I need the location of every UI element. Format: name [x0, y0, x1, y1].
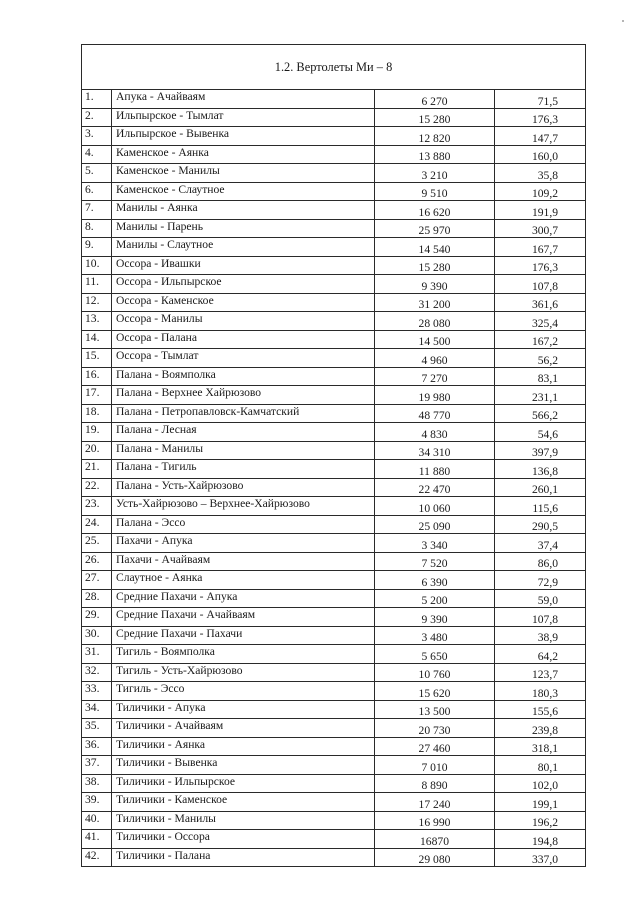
cost-value: 325,4 [495, 312, 586, 331]
route-name: Ильпырское - Тымлат [112, 108, 375, 127]
distance-value: 9 390 [375, 608, 495, 627]
cost-value: 38,9 [495, 626, 586, 645]
table-row [82, 312, 586, 331]
distance-value: 16 990 [375, 811, 495, 830]
route-name: Манилы - Парень [112, 219, 375, 238]
table-row [82, 367, 586, 386]
table-row [82, 127, 586, 146]
distance-value: 15 620 [375, 682, 495, 701]
row-number: 42. [82, 848, 112, 867]
table-row [82, 552, 586, 571]
distance-value: 25 090 [375, 515, 495, 534]
row-number: 33. [82, 682, 112, 701]
cost-value: 59,0 [495, 589, 586, 608]
table-row [82, 145, 586, 164]
row-number: 40. [82, 811, 112, 830]
route-name: Палана - Воямполка [112, 367, 375, 386]
row-number: 7. [82, 201, 112, 220]
distance-value: 16870 [375, 830, 495, 849]
cost-value: 147,7 [495, 127, 586, 146]
row-number: 14. [82, 330, 112, 349]
table-row [82, 108, 586, 127]
route-name: Палана - Петропавловск-Камчатский [112, 404, 375, 423]
distance-value: 9 390 [375, 275, 495, 294]
row-number: 9. [82, 238, 112, 257]
row-number: 5. [82, 164, 112, 183]
route-name: Тиличики - Каменское [112, 793, 375, 812]
cost-value: 191,9 [495, 201, 586, 220]
row-number: 23. [82, 497, 112, 516]
cost-value: 109,2 [495, 182, 586, 201]
row-number: 11. [82, 275, 112, 294]
route-name: Тиличики - Манилы [112, 811, 375, 830]
route-name: Средние Пахачи - Ачайваям [112, 608, 375, 627]
cost-value: 180,3 [495, 682, 586, 701]
table-row [82, 497, 586, 516]
row-number: 8. [82, 219, 112, 238]
distance-value: 15 280 [375, 256, 495, 275]
table-row [82, 201, 586, 220]
cost-value: 566,2 [495, 404, 586, 423]
distance-value: 11 880 [375, 460, 495, 479]
cost-value: 54,6 [495, 423, 586, 442]
table-row [82, 571, 586, 590]
cost-value: 107,8 [495, 608, 586, 627]
table-row [82, 645, 586, 664]
cost-value: 176,3 [495, 108, 586, 127]
table-row [82, 830, 586, 849]
distance-value: 8 890 [375, 774, 495, 793]
row-number: 15. [82, 349, 112, 368]
distance-value: 20 730 [375, 719, 495, 738]
route-name: Оссора - Ильпырское [112, 275, 375, 294]
distance-value: 10 760 [375, 663, 495, 682]
row-number: 6. [82, 182, 112, 201]
distance-value: 28 080 [375, 312, 495, 331]
distance-value: 34 310 [375, 441, 495, 460]
row-number: 41. [82, 830, 112, 849]
row-number: 36. [82, 737, 112, 756]
row-number: 37. [82, 756, 112, 775]
route-name: Каменское - Манилы [112, 164, 375, 183]
route-name: Палана - Усть-Хайрюзово [112, 478, 375, 497]
cost-value: 167,2 [495, 330, 586, 349]
cost-value: 83,1 [495, 367, 586, 386]
route-name: Средние Пахачи - Пахачи [112, 626, 375, 645]
table-row [82, 441, 586, 460]
table-row [82, 164, 586, 183]
distance-value: 6 270 [375, 90, 495, 109]
row-number: 34. [82, 700, 112, 719]
route-name: Палана - Лесная [112, 423, 375, 442]
route-name: Палана - Манилы [112, 441, 375, 460]
table-row [82, 534, 586, 553]
cost-value: 160,0 [495, 145, 586, 164]
cost-value: 35,8 [495, 164, 586, 183]
distance-value: 3 210 [375, 164, 495, 183]
cost-value: 64,2 [495, 645, 586, 664]
row-number: 29. [82, 608, 112, 627]
route-name: Каменское - Слаутное [112, 182, 375, 201]
distance-value: 29 080 [375, 848, 495, 867]
route-name: Каменское - Аянка [112, 145, 375, 164]
distance-value: 4 830 [375, 423, 495, 442]
distance-value: 25 970 [375, 219, 495, 238]
helicopter-tariff-table [81, 44, 586, 867]
table-row [82, 515, 586, 534]
route-name: Тигиль - Эссо [112, 682, 375, 701]
table-row [82, 219, 586, 238]
cost-value: 318,1 [495, 737, 586, 756]
route-name: Тиличики - Ильпырское [112, 774, 375, 793]
cost-value: 397,9 [495, 441, 586, 460]
cost-value: 260,1 [495, 478, 586, 497]
route-name: Слаутное - Аянка [112, 571, 375, 590]
cost-value: 37,4 [495, 534, 586, 553]
route-name: Усть-Хайрюзово – Верхнее-Хайрюзово [112, 497, 375, 516]
row-number: 10. [82, 256, 112, 275]
cost-value: 107,8 [495, 275, 586, 294]
row-number: 17. [82, 386, 112, 405]
route-name: Тигиль - Усть-Хайрюзово [112, 663, 375, 682]
table-row [82, 663, 586, 682]
table-row [82, 756, 586, 775]
table-row [82, 293, 586, 312]
distance-value: 5 200 [375, 589, 495, 608]
cost-value: 361,6 [495, 293, 586, 312]
distance-value: 13 500 [375, 700, 495, 719]
route-name: Палана - Эссо [112, 515, 375, 534]
row-number: 18. [82, 404, 112, 423]
table-row [82, 460, 586, 479]
route-name: Пахачи - Апука [112, 534, 375, 553]
table-row [82, 404, 586, 423]
distance-value: 22 470 [375, 478, 495, 497]
route-name: Тиличики - Апука [112, 700, 375, 719]
route-name: Манилы - Слаутное [112, 238, 375, 257]
distance-value: 48 770 [375, 404, 495, 423]
cost-value: 102,0 [495, 774, 586, 793]
cost-value: 337,0 [495, 848, 586, 867]
route-name: Апука - Ачайваям [112, 90, 375, 109]
distance-value: 7 270 [375, 367, 495, 386]
route-name: Тиличики - Аянка [112, 737, 375, 756]
route-name: Палана - Тигиль [112, 460, 375, 479]
table-row [82, 330, 586, 349]
cost-value: 199,1 [495, 793, 586, 812]
table-row [82, 811, 586, 830]
row-number: 39. [82, 793, 112, 812]
cost-value: 167,7 [495, 238, 586, 257]
cost-value: 231,1 [495, 386, 586, 405]
table-row [82, 793, 586, 812]
table-row [82, 256, 586, 275]
table-row [82, 182, 586, 201]
distance-value: 31 200 [375, 293, 495, 312]
row-number: 13. [82, 312, 112, 331]
route-name: Тиличики - Ачайваям [112, 719, 375, 738]
row-number: 22. [82, 478, 112, 497]
distance-value: 12 820 [375, 127, 495, 146]
table-row [82, 275, 586, 294]
distance-value: 14 500 [375, 330, 495, 349]
table-row [82, 386, 586, 405]
table-row [82, 423, 586, 442]
distance-value: 5 650 [375, 645, 495, 664]
cost-value: 176,3 [495, 256, 586, 275]
table-row [82, 478, 586, 497]
table-row [82, 90, 586, 109]
cost-value: 115,6 [495, 497, 586, 516]
distance-value: 3 340 [375, 534, 495, 553]
cost-value: 194,8 [495, 830, 586, 849]
cost-value: 123,7 [495, 663, 586, 682]
table-row [82, 737, 586, 756]
route-name: Оссора - Манилы [112, 312, 375, 331]
distance-value: 14 540 [375, 238, 495, 257]
scan-dot [622, 20, 624, 22]
tariff-table-container [81, 44, 585, 867]
row-number: 20. [82, 441, 112, 460]
row-number: 28. [82, 589, 112, 608]
distance-value: 16 620 [375, 201, 495, 220]
table-row [82, 626, 586, 645]
cost-value: 80,1 [495, 756, 586, 775]
row-number: 38. [82, 774, 112, 793]
cost-value: 290,5 [495, 515, 586, 534]
row-number: 31. [82, 645, 112, 664]
route-name: Тиличики - Палана [112, 848, 375, 867]
distance-value: 6 390 [375, 571, 495, 590]
table-row [82, 349, 586, 368]
route-name: Средние Пахачи - Апука [112, 589, 375, 608]
table-row [82, 848, 586, 867]
route-name: Тигиль - Воямполка [112, 645, 375, 664]
distance-value: 10 060 [375, 497, 495, 516]
row-number: 35. [82, 719, 112, 738]
distance-value: 19 980 [375, 386, 495, 405]
row-number: 32. [82, 663, 112, 682]
table-row [82, 608, 586, 627]
route-name: Тиличики - Оссора [112, 830, 375, 849]
row-number: 25. [82, 534, 112, 553]
route-name: Ильпырское - Вывенка [112, 127, 375, 146]
route-name: Тиличики - Вывенка [112, 756, 375, 775]
table-body [82, 45, 586, 867]
cost-value: 300,7 [495, 219, 586, 238]
distance-value: 3 480 [375, 626, 495, 645]
row-number: 21. [82, 460, 112, 479]
cost-value: 72,9 [495, 571, 586, 590]
row-number: 3. [82, 127, 112, 146]
cost-value: 239,8 [495, 719, 586, 738]
distance-value: 27 460 [375, 737, 495, 756]
table-title: 1.2. Вертолеты Ми – 8 [82, 45, 586, 90]
row-number: 1. [82, 90, 112, 109]
row-number: 26. [82, 552, 112, 571]
table-row [82, 719, 586, 738]
cost-value: 86,0 [495, 552, 586, 571]
route-name: Палана - Верхнее Хайрюзово [112, 386, 375, 405]
route-name: Оссора - Каменское [112, 293, 375, 312]
cost-value: 136,8 [495, 460, 586, 479]
table-title-row [82, 45, 586, 90]
row-number: 30. [82, 626, 112, 645]
distance-value: 7 520 [375, 552, 495, 571]
distance-value: 4 960 [375, 349, 495, 368]
table-row [82, 700, 586, 719]
row-number: 4. [82, 145, 112, 164]
cost-value: 196,2 [495, 811, 586, 830]
table-row [82, 238, 586, 257]
cost-value: 56,2 [495, 349, 586, 368]
row-number: 24. [82, 515, 112, 534]
row-number: 19. [82, 423, 112, 442]
route-name: Оссора - Палана [112, 330, 375, 349]
table-row [82, 774, 586, 793]
route-name: Манилы - Аянка [112, 201, 375, 220]
route-name: Оссора - Тымлат [112, 349, 375, 368]
distance-value: 7 010 [375, 756, 495, 775]
distance-value: 17 240 [375, 793, 495, 812]
distance-value: 13 880 [375, 145, 495, 164]
route-name: Оссора - Ивашки [112, 256, 375, 275]
route-name: Пахачи - Ачайваям [112, 552, 375, 571]
row-number: 16. [82, 367, 112, 386]
table-row [82, 682, 586, 701]
distance-value: 9 510 [375, 182, 495, 201]
cost-value: 155,6 [495, 700, 586, 719]
row-number: 12. [82, 293, 112, 312]
row-number: 27. [82, 571, 112, 590]
distance-value: 15 280 [375, 108, 495, 127]
table-row [82, 589, 586, 608]
row-number: 2. [82, 108, 112, 127]
cost-value: 71,5 [495, 90, 586, 109]
